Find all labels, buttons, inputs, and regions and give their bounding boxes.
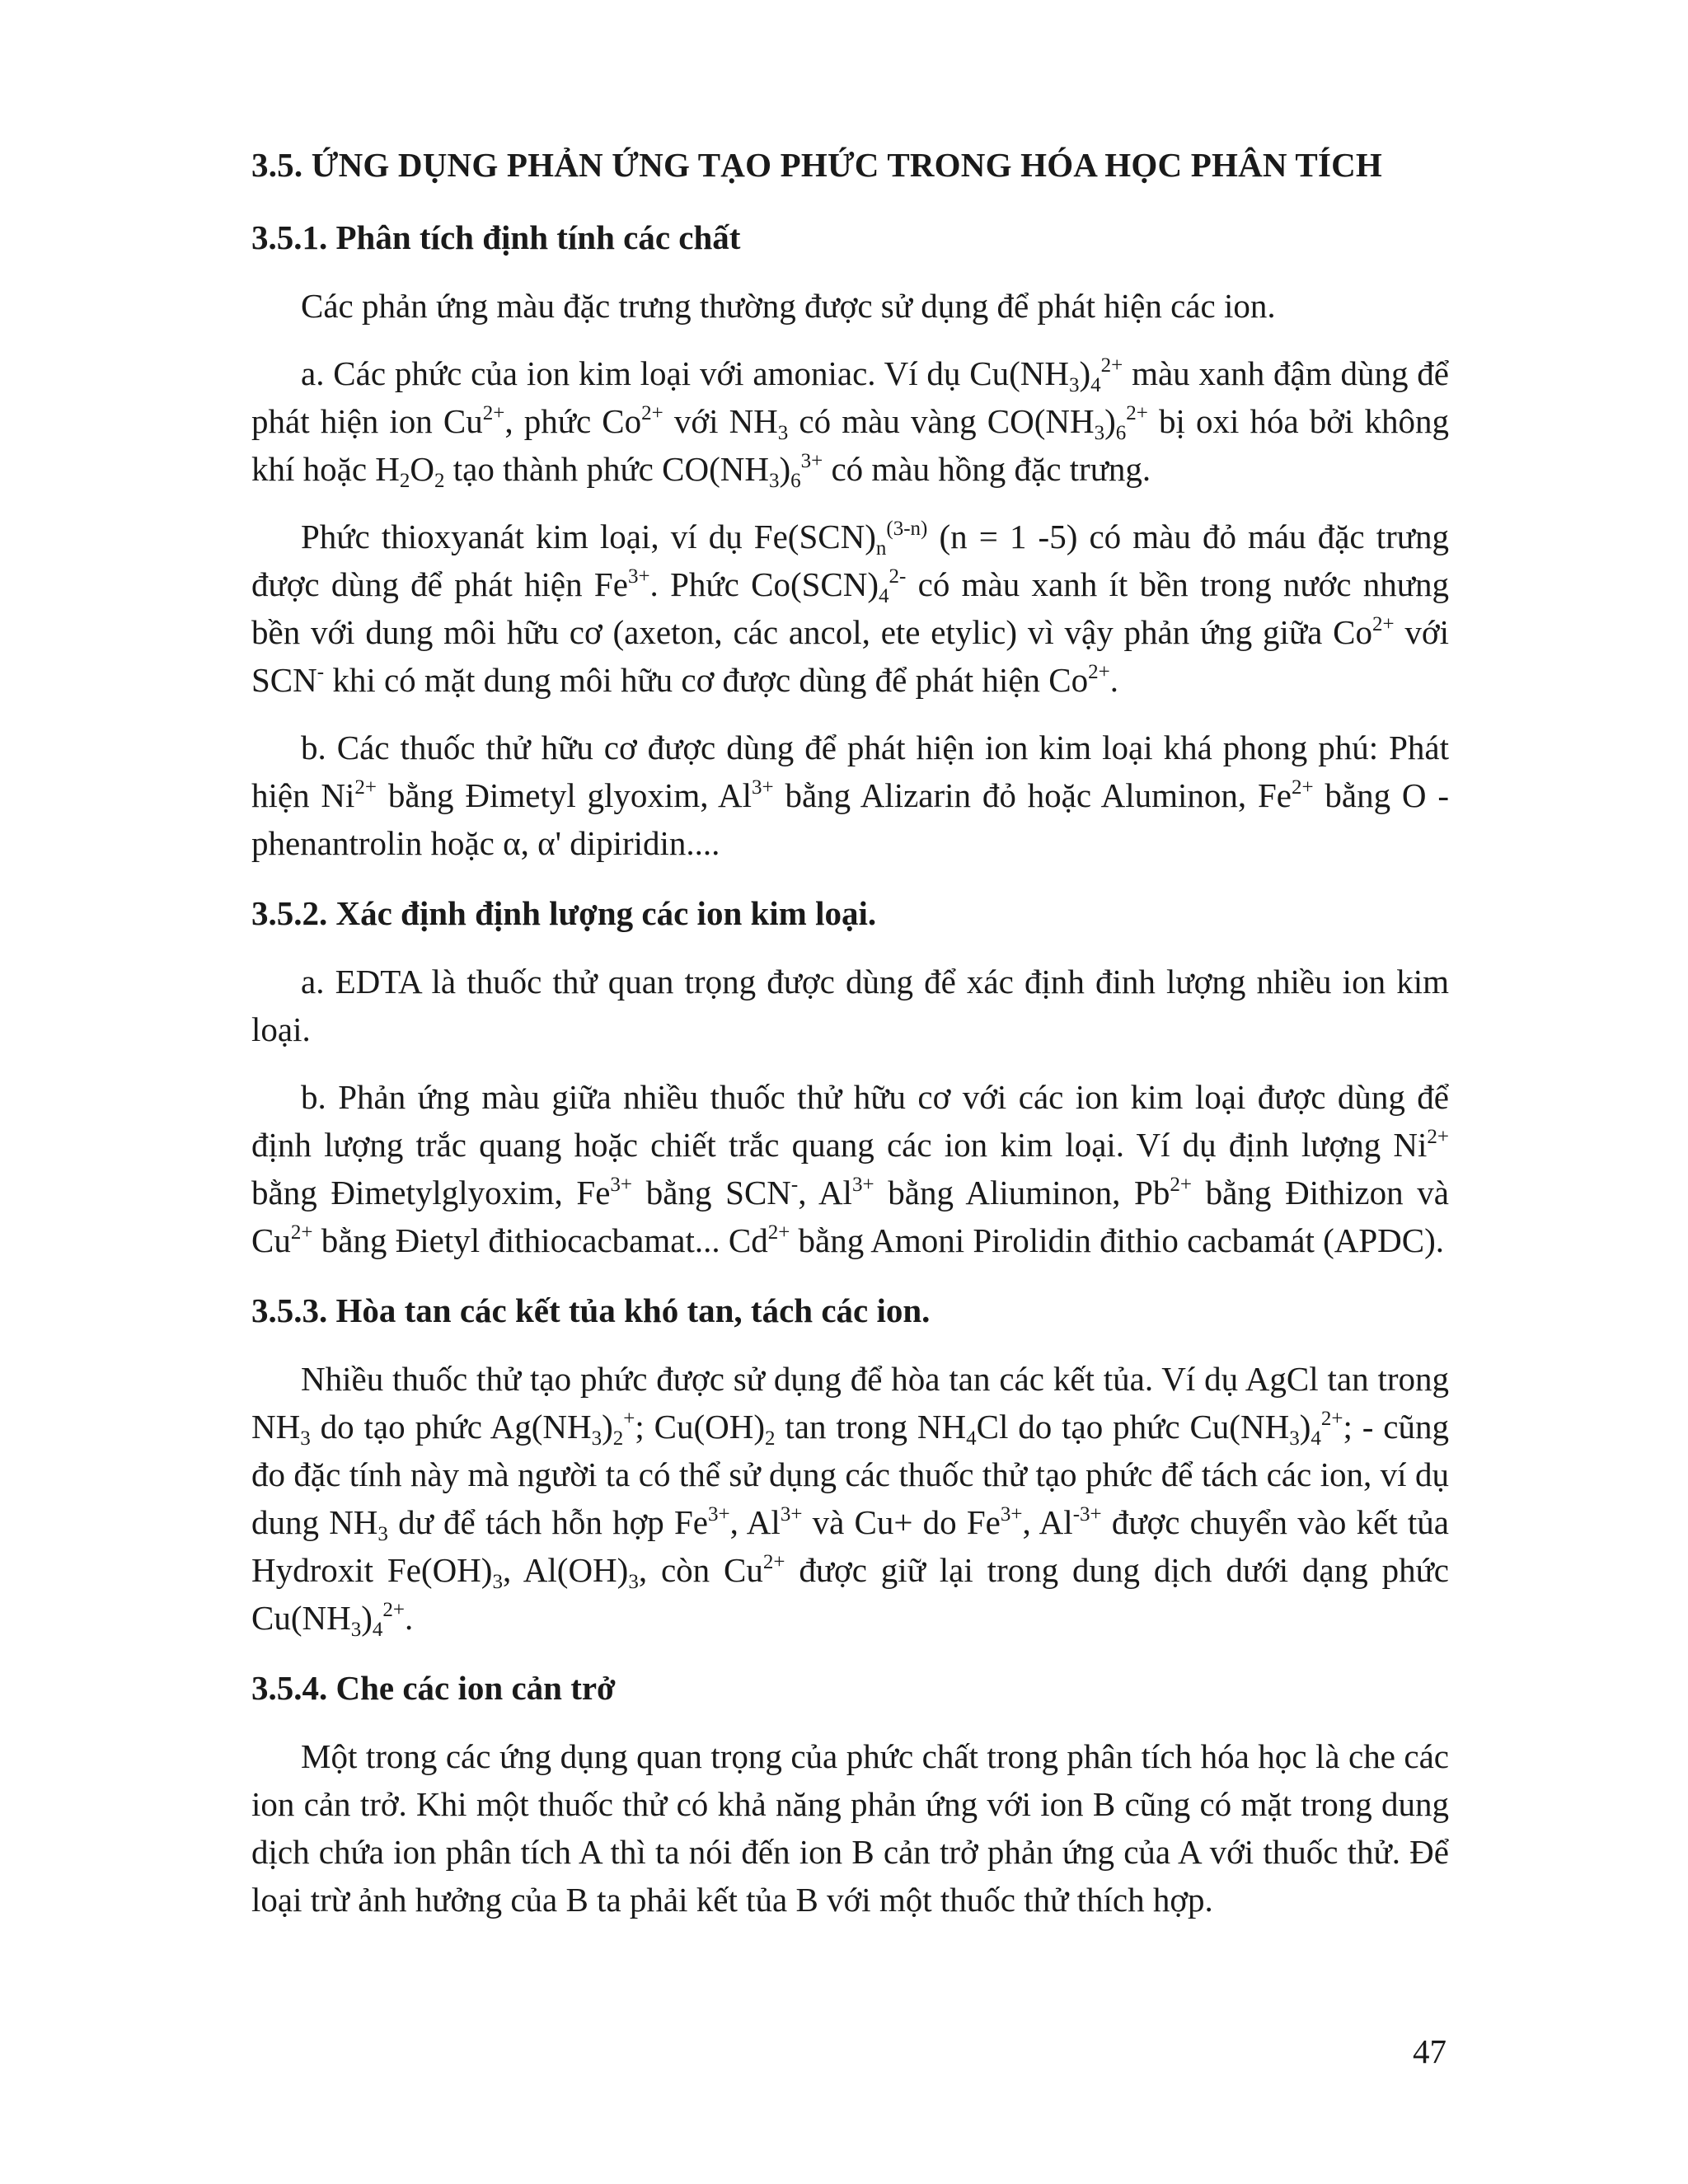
section-3-5-3-para: Nhiều thuốc thử tạo phức được sử dụng để hòa tan các kết tủa. Ví dụ AgCl tan trong $NH_3$ do tạo phức $Ag(NH_3)_2^+$; $Cu(OH)_2$ tan trong $NH_4Cl$ do tạo phức $Cu(NH_3)_4^{2+}$; - cũng đo đặc tính này mà người ta có thể sử dụng các thuốc thử tạo phức để tách các ion, ví dụ dung $NH_3$ dư để tách hỗn hợp $Fe^{3+}$, $Al^{3+}$ và Cu+ do $Fe^{3+}$, $Al^{-3+}$ được chuyển vào kết tủa Hydroxit $Fe(OH)_3$, $Al(OH)_3$, còn $Cu^{2+}$ được giữ lại trong dung dịch dưới dạng phức $Cu(NH_3)_4^{2+}$. [251, 1360, 1450, 1641]
section-3-5-1-title: 3.5.1. Phân tích định tính các chất [251, 218, 741, 256]
section-3-5-4-title: 3.5.4. Che các ion cản trở [251, 1669, 616, 1707]
section-3-5-4-para: Một trong các ứng dụng quan trọng của phức chất trong phân tích hóa học là che các ion cản trở. Khi một thuốc thử có khả năng phản ứng với ion B cũng có mặt trong dung dịch chứa ion phân tích A thì ta nói đến ion B cản trở phản ứng của A với thuốc thử. Để loại trừ ảnh hưởng của B ta phải kết tủa B với một thuốc thử thích hợp. [251, 1737, 1449, 1919]
page-number: 47 [1413, 2032, 1447, 2070]
section-3-5-1-para-b: b. Các thuốc thử hữu cơ được dùng để phát hiện ion kim loại khá phong phú: Phát hiện $Ni^{2+}$ bằng Đimetyl glyoxim, $Al^{3+}$ bằng Alizarin đỏ hoặc Aluminon, $Fe^{2+}$ bằng O - phenantrolin hoặc α, α' dipiridin.... [251, 729, 1449, 862]
section-3-5-1-para-a: a. Các phức của ion kim loại với amoniac. Ví dụ $Cu(NH_3)_4^{2+}$ màu xanh đậm dùng để phát hiện ion $Cu^{2+}$, phức $Co^{2+}$ với $NH_3$ có màu vàng $CO(NH_3)_6^{2+}$ bị oxi hóa bởi không khí hoặc $H_2O_2$ tạo thành phức $CO(NH_3)_6^{3+}$ có màu hồng đặc trưng. [251, 354, 1450, 492]
section-3-5-2-para-a: a. EDTA là thuốc thử quan trọng được dùng để xác định đinh lượng nhiều ion kim loại. [251, 963, 1449, 1048]
section-3-5-3-title: 3.5.3. Hòa tan các kết tủa khó tan, tách các ion. [251, 1291, 931, 1329]
section-3-5-2-para-b: b. Phản ứng màu giữa nhiều thuốc thử hữu cơ với các ion kim loại được dùng để định lượng trắc quang hoặc chiết trắc quang các ion kim loại. Ví dụ định lượng $Ni^{2+}$ bằng Đimetylglyoxim, $Fe^{3+}$ bằng SCN-, $Al^{3+}$ bằng Aliuminon, $Pb^{2+}$ bằng Đithizon và $Cu^{2+}$ bằng Đietyl đithiocacbamat... $Cd^{2+}$ bằng Amoni Pirolidin đithio cacbamát (APDC). [251, 1078, 1449, 1259]
chapter-heading: 3.5. ỨNG DỤNG PHẢN ỨNG TẠO PHỨC TRONG HÓA HỌC PHÂN TÍCH [251, 146, 1383, 184]
section-3-5-2-title: 3.5.2. Xác định định lượng các ion kim loại. [251, 894, 877, 932]
page-content [251, 138, 1449, 1924]
section-3-5-1-para-thio: Phức thioxyanát kim loại, ví dụ $Fe(SCN)_n^{(3-n)}$ (n = 1 -5) có màu đỏ máu đặc trưng được dùng để phát hiện $Fe^{3+}$. Phức $Co(SCN)_4^{2-}$ có màu xanh ít bền trong nước nhưng bền với dung môi hữu cơ (axeton, các ancol, ete etylic) vì vậy phản ứng giữa $Co^{2+}$ với SCN- khi có mặt dung môi hữu cơ được dùng để phát hiện $Co^{2+}$. [251, 518, 1449, 699]
section-3-5-1-intro: Các phản ứng màu đặc trưng thường được sử dụng để phát hiện các ion. [301, 287, 1276, 325]
